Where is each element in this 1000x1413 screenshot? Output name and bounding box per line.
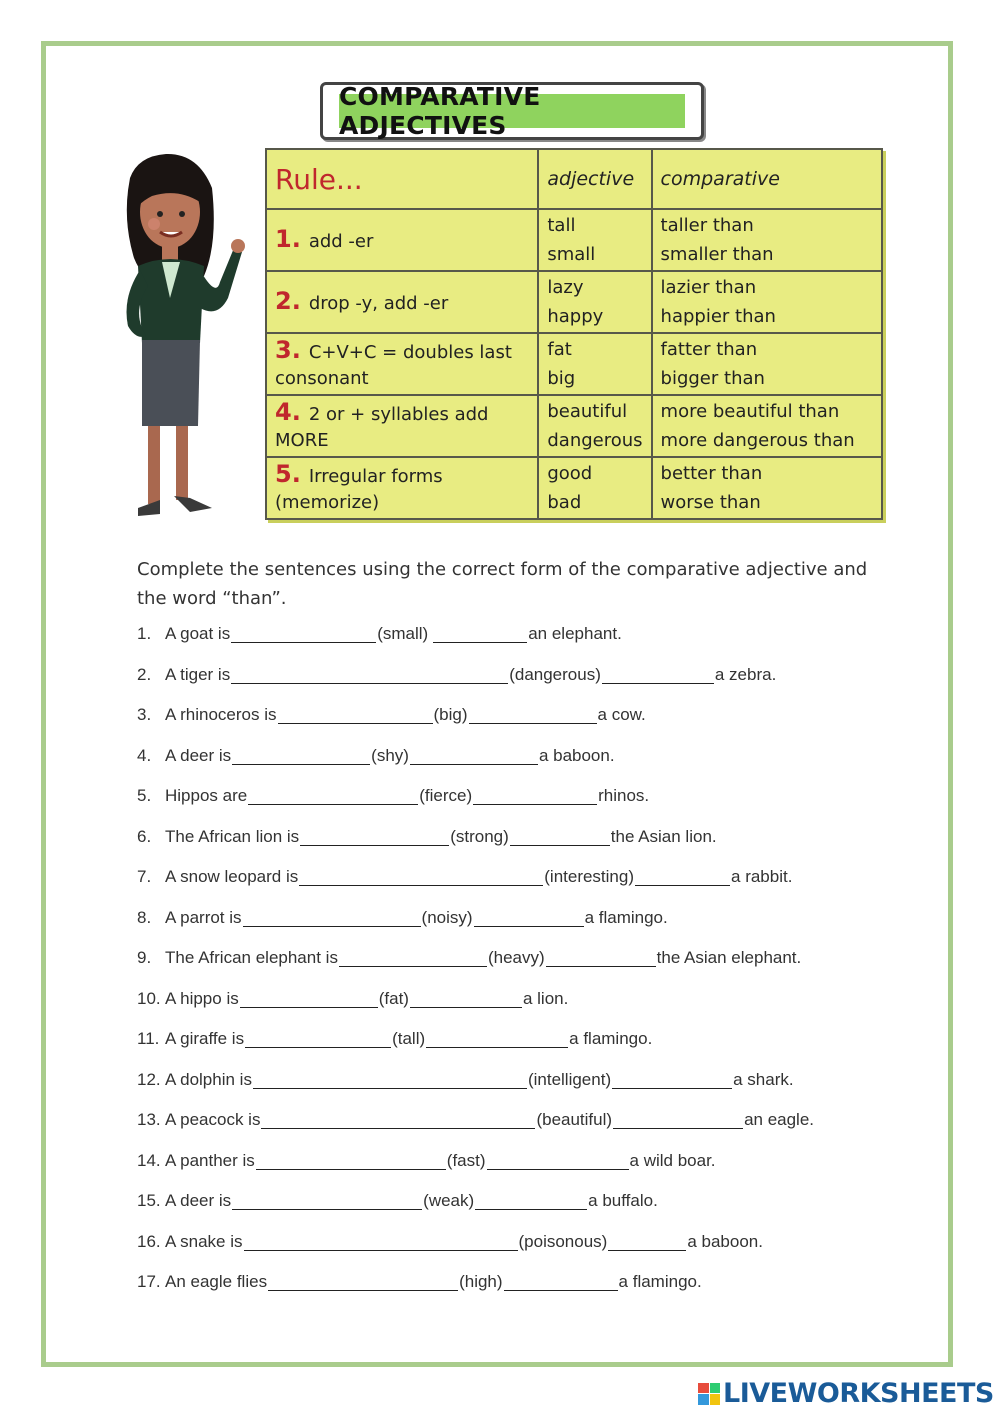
comparative: bigger than bbox=[660, 368, 765, 389]
sentence-end: a baboon. bbox=[538, 745, 615, 765]
sentence-start: A tiger is bbox=[165, 664, 231, 684]
sentence-end: a wild boar. bbox=[629, 1150, 716, 1170]
sentence-item bbox=[137, 1151, 897, 1192]
sentence-cue: (fat) bbox=[378, 988, 409, 1008]
answer-blank[interactable] bbox=[232, 1191, 422, 1210]
answer-blank[interactable] bbox=[475, 1191, 587, 1210]
sentence-number: 13. bbox=[137, 1110, 161, 1129]
adjective: dangerous bbox=[547, 430, 643, 451]
sentence-number: 7. bbox=[137, 867, 152, 886]
sentence-number: 1. bbox=[137, 624, 152, 643]
sentence-cue: (noisy) bbox=[421, 907, 473, 927]
sentence-item bbox=[137, 867, 897, 908]
sentence-start: A panther is bbox=[165, 1150, 255, 1170]
answer-blank[interactable] bbox=[410, 989, 522, 1008]
sentence-cue: (tall) bbox=[392, 1029, 426, 1048]
sentence-start: A deer is bbox=[165, 745, 232, 765]
sentence-item bbox=[137, 1070, 897, 1111]
sentence-item bbox=[137, 908, 897, 949]
sentence-item bbox=[137, 786, 897, 827]
comparative: more beautiful than bbox=[660, 401, 840, 422]
sentence-end: the Asian elephant. bbox=[656, 948, 802, 967]
sentence-cue: (fast) bbox=[446, 1150, 486, 1170]
comparative: lazier than bbox=[660, 277, 757, 298]
adjective-cell bbox=[538, 271, 651, 333]
sentence-item bbox=[137, 948, 897, 989]
adjective: lazy bbox=[547, 277, 584, 298]
answer-blank[interactable] bbox=[278, 705, 433, 724]
sentence-item bbox=[137, 1191, 897, 1232]
rule-row-2 bbox=[266, 271, 882, 333]
logo-text: LIVEWORKSHEETS bbox=[723, 1378, 994, 1409]
answer-blank[interactable] bbox=[253, 1070, 527, 1089]
answer-blank[interactable] bbox=[300, 827, 449, 846]
rule-number: 5. bbox=[275, 459, 301, 488]
answer-blank[interactable] bbox=[487, 1151, 629, 1170]
sentence-start: A giraffe is bbox=[165, 1029, 245, 1048]
sentence-item bbox=[137, 705, 897, 746]
rule-number: 3. bbox=[275, 335, 301, 364]
sentence-cue: (heavy) bbox=[487, 948, 545, 967]
comparative: fatter than bbox=[660, 339, 758, 360]
adjective: fat bbox=[547, 339, 572, 360]
adjective-cell bbox=[538, 395, 651, 457]
comparative-cell bbox=[652, 209, 882, 271]
sentence-number: 16. bbox=[137, 1231, 161, 1251]
answer-blank[interactable] bbox=[469, 705, 597, 724]
rule-cell bbox=[266, 209, 538, 271]
sentence-start: A rhinoceros is bbox=[165, 705, 277, 724]
sentence-number: 17. bbox=[137, 1272, 161, 1291]
rule-text: C+V+C = doubles last consonant bbox=[275, 341, 512, 389]
answer-blank[interactable] bbox=[299, 867, 543, 886]
sentence-end: a rabbit. bbox=[731, 867, 793, 886]
comparative-cell bbox=[652, 333, 882, 395]
sentence-start: A snake is bbox=[165, 1231, 243, 1251]
comparative-cell bbox=[652, 395, 882, 457]
answer-blank[interactable] bbox=[232, 746, 370, 765]
adjective: beautiful bbox=[547, 401, 628, 422]
comparative: better than bbox=[660, 463, 763, 484]
sentence-item bbox=[137, 989, 897, 1030]
rule-cell bbox=[266, 333, 538, 395]
rules-header-row bbox=[266, 149, 882, 209]
sentence-end: a flamingo. bbox=[569, 1029, 653, 1048]
sentence-end: a flamingo. bbox=[584, 907, 668, 927]
sentence-number: 11. bbox=[137, 1029, 160, 1048]
sentence-end: rhinos. bbox=[598, 786, 650, 805]
rule-number: 2. bbox=[275, 286, 301, 315]
sentence-cue: (shy) bbox=[371, 745, 409, 765]
sentence-number: 2. bbox=[137, 664, 152, 684]
rule-cell bbox=[266, 457, 538, 519]
sentence-start: A goat is bbox=[165, 624, 231, 643]
rule-cell bbox=[266, 271, 538, 333]
rule-row-3 bbox=[266, 333, 882, 395]
sentence-start: A parrot is bbox=[165, 907, 242, 927]
sentence-start: The African lion is bbox=[165, 826, 300, 846]
sentence-start: Hippos are bbox=[165, 786, 248, 805]
comparative: more dangerous than bbox=[660, 430, 855, 451]
sentence-item bbox=[137, 1232, 897, 1273]
comparative: smaller than bbox=[660, 244, 774, 265]
adjective: happy bbox=[547, 306, 604, 327]
sentence-end: a shark. bbox=[733, 1069, 794, 1089]
sentence-cue: (weak) bbox=[423, 1191, 475, 1210]
answer-blank[interactable] bbox=[433, 624, 527, 643]
sentence-item bbox=[137, 665, 897, 706]
sentence-end: a baboon. bbox=[687, 1231, 763, 1251]
sentence-start: A peacock is bbox=[165, 1110, 261, 1129]
adjective-cell bbox=[538, 457, 651, 519]
sentence-end: the Asian lion. bbox=[610, 826, 717, 846]
sentence-cue: (strong) bbox=[450, 826, 509, 846]
comparative-cell bbox=[652, 271, 882, 333]
rule-cell bbox=[266, 395, 538, 457]
sentence-number: 4. bbox=[137, 745, 152, 765]
adjective-header: adjective bbox=[538, 149, 651, 209]
title-box bbox=[320, 82, 704, 140]
answer-blank[interactable] bbox=[256, 1151, 446, 1170]
sentence-number: 12. bbox=[137, 1069, 161, 1089]
sentence-item bbox=[137, 746, 897, 787]
answer-blank[interactable] bbox=[613, 1110, 743, 1129]
sentence-number: 3. bbox=[137, 705, 152, 724]
answer-blank[interactable] bbox=[612, 1070, 732, 1089]
rule-number: 4. bbox=[275, 397, 301, 426]
rule-text: add -er bbox=[308, 230, 374, 252]
sentence-number: 9. bbox=[137, 948, 152, 967]
sentence-end: a zebra. bbox=[714, 664, 777, 684]
rule-row-5 bbox=[266, 457, 882, 519]
sentence-end: a buffalo. bbox=[588, 1191, 658, 1210]
page-title: COMPARATIVE ADJECTIVES bbox=[339, 94, 685, 128]
sentence-cue: (poisonous) bbox=[518, 1231, 608, 1251]
sentence-number: 5. bbox=[137, 786, 152, 805]
answer-blank[interactable] bbox=[245, 1029, 391, 1048]
adjective-cell bbox=[538, 333, 651, 395]
sentence-end: a cow. bbox=[597, 705, 646, 724]
sentence-start: A deer is bbox=[165, 1191, 232, 1210]
rule-row-1 bbox=[266, 209, 882, 271]
sentence-end: an eagle. bbox=[744, 1110, 815, 1129]
sentence-number: 8. bbox=[137, 907, 152, 927]
liveworksheets-logo bbox=[698, 1378, 994, 1409]
sentence-list bbox=[137, 624, 897, 1313]
answer-blank[interactable] bbox=[248, 786, 418, 805]
logo-icon bbox=[698, 1383, 720, 1405]
answer-blank[interactable] bbox=[339, 948, 487, 967]
adjective: bad bbox=[547, 492, 582, 513]
adjective: small bbox=[547, 244, 596, 265]
sentence-start: The African elephant is bbox=[165, 948, 338, 967]
sentence-cue: (big) bbox=[433, 705, 468, 724]
sentence-cue: (beautiful) bbox=[536, 1110, 613, 1129]
sentence-number: 14. bbox=[137, 1150, 161, 1170]
sentence-number: 15. bbox=[137, 1191, 161, 1210]
answer-blank[interactable] bbox=[268, 1272, 458, 1291]
sentence-cue: (intelligent) bbox=[527, 1069, 612, 1089]
sentence-number: 10. bbox=[137, 988, 161, 1008]
sentence-start: A hippo is bbox=[165, 988, 239, 1008]
teacher-illustration bbox=[108, 148, 248, 528]
adjective: big bbox=[547, 368, 576, 389]
sentence-cue: (high) bbox=[459, 1272, 503, 1291]
sentence-cue: (interesting) bbox=[544, 867, 635, 886]
sentence-end: a lion. bbox=[522, 988, 569, 1008]
sentence-start: A snow leopard is bbox=[165, 867, 299, 886]
answer-blank[interactable] bbox=[504, 1272, 618, 1291]
instructions: Complete the sentences using the correct form of the comparative adjective and the word “than”. bbox=[137, 559, 868, 609]
answer-blank[interactable] bbox=[231, 624, 376, 643]
sentence-cue: (fierce) bbox=[419, 786, 473, 805]
comparative: worse than bbox=[660, 492, 761, 513]
answer-blank[interactable] bbox=[602, 665, 714, 684]
answer-blank[interactable] bbox=[261, 1110, 535, 1129]
answer-blank[interactable] bbox=[410, 746, 538, 765]
sentence-item bbox=[137, 1029, 897, 1070]
sentence-start: An eagle flies bbox=[165, 1272, 268, 1291]
answer-blank[interactable] bbox=[244, 1232, 518, 1251]
answer-blank[interactable] bbox=[474, 908, 584, 927]
adjective: good bbox=[547, 463, 593, 484]
answer-blank[interactable] bbox=[608, 1232, 686, 1251]
rule-text: drop -y, add -er bbox=[308, 292, 449, 314]
comparative-header: comparative bbox=[652, 149, 882, 209]
answer-blank[interactable] bbox=[510, 827, 610, 846]
rule-number: 1. bbox=[275, 224, 301, 253]
adjective: tall bbox=[547, 215, 576, 236]
answer-blank[interactable] bbox=[546, 948, 656, 967]
answer-blank[interactable] bbox=[231, 665, 508, 684]
comparative: happier than bbox=[660, 306, 776, 327]
sentence-item bbox=[137, 1110, 897, 1151]
answer-blank[interactable] bbox=[243, 908, 421, 927]
answer-blank[interactable] bbox=[426, 1029, 568, 1048]
sentence-item bbox=[137, 624, 897, 665]
comparative-cell bbox=[652, 457, 882, 519]
answer-blank[interactable] bbox=[635, 867, 730, 886]
sentence-item bbox=[137, 1272, 897, 1313]
sentence-number: 6. bbox=[137, 826, 152, 846]
sentence-start: A dolphin is bbox=[165, 1069, 252, 1089]
answer-blank[interactable] bbox=[240, 989, 378, 1008]
rule-text: Irregular forms (memorize) bbox=[275, 465, 443, 513]
rule-text: 2 or + syllables add MORE bbox=[275, 403, 489, 451]
sentence-cue: (small) bbox=[377, 624, 429, 643]
sentence-end: an elephant. bbox=[528, 624, 622, 643]
rules-table bbox=[265, 148, 883, 520]
rule-row-4 bbox=[266, 395, 882, 457]
adjective-cell bbox=[538, 209, 651, 271]
answer-blank[interactable] bbox=[473, 786, 597, 805]
sentence-end: a flamingo. bbox=[618, 1272, 702, 1291]
sentence-item bbox=[137, 827, 897, 868]
comparative: taller than bbox=[660, 215, 754, 236]
sentence-cue: (dangerous) bbox=[509, 664, 601, 684]
rule-header: Rule... bbox=[266, 149, 538, 209]
